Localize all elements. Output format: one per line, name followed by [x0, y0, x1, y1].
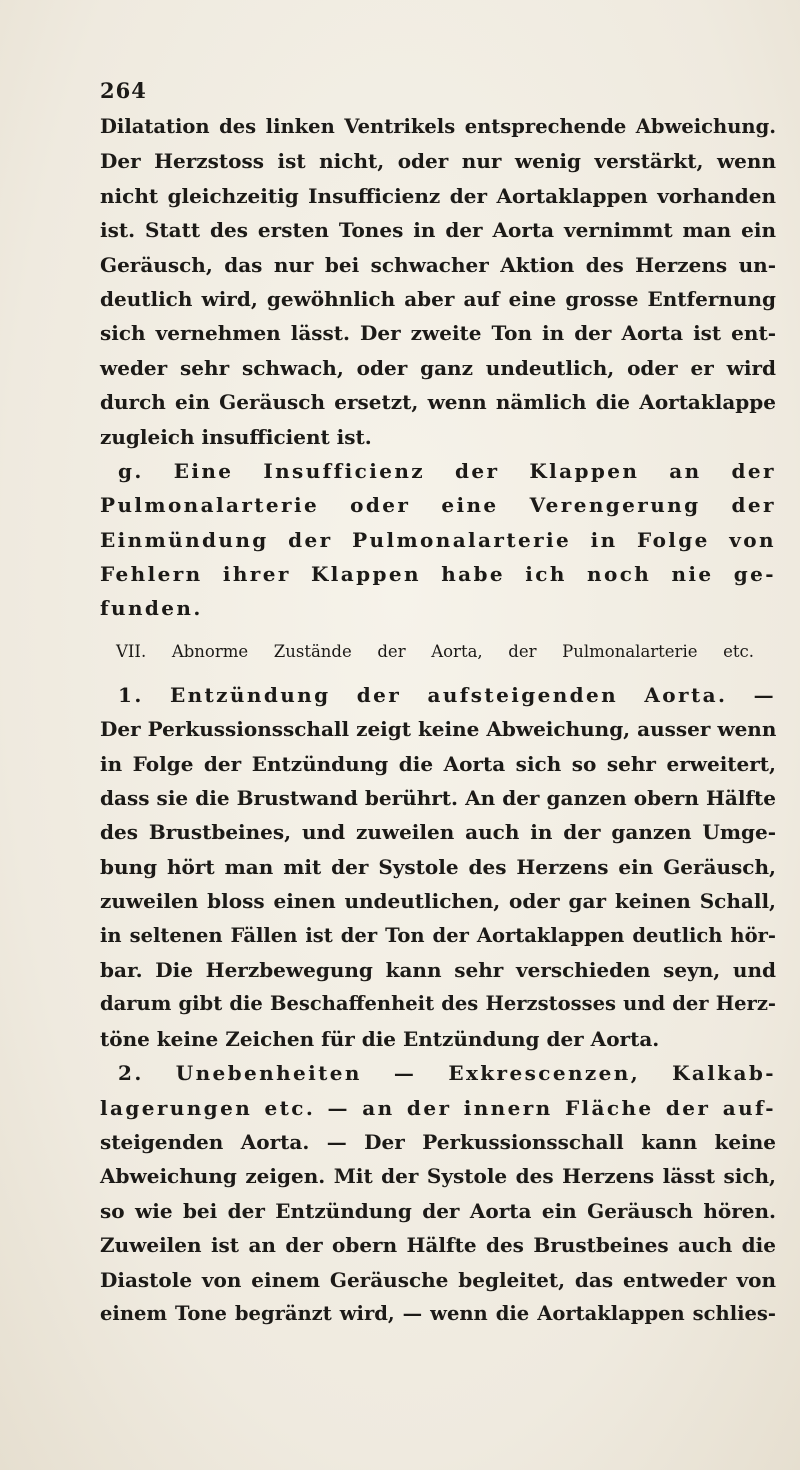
section-g-heading: Einmündung der Pulmonalarterie in Folge von — [100, 527, 776, 552]
text-line: Dilatation des linken Ventrikels entsprechende Abweichung. — [100, 115, 776, 138]
text-line: deutlich wird, gewöhnlich aber auf eine grosse Entfernung — [100, 286, 776, 311]
text-line: zugleich insufficient ist. — [100, 424, 372, 449]
text-line: bar. Die Herzbewegung kann sehr verschieden seyn, und — [100, 957, 776, 982]
text-line: sich vernehmen lässt. Der zweite Ton in der Aorta ist ent- — [100, 321, 776, 346]
text-line: in seltenen Fällen ist der Ton der Aortaklappen deutlich hör- — [100, 923, 776, 947]
section-g-heading: funden. — [100, 596, 203, 621]
text-line: Diastole von einem Geräusche begleitet, das entweder von — [100, 1267, 776, 1292]
text-line: Der Perkussionsschall zeigt keine Abweichung, ausser wenn — [100, 717, 777, 742]
section-g-heading: Fehlern ihrer Klappen habe ich noch nie ge- — [100, 562, 776, 587]
subsection-heading: 1. Entzündung der aufsteigenden Aorta. — — [118, 682, 776, 707]
body-text — [100, 110, 776, 1331]
text-line: bung hört man mit der Systole des Herzens ein Geräusch, — [100, 854, 776, 879]
text-line: ist. Statt des ersten Tones in der Aorta vernimmt man ein — [100, 218, 776, 243]
subsection-heading: 2. Unebenheiten — Exkrescenzen, Kalkab- — [118, 1061, 776, 1086]
section-g-heading: Pulmonalarterie oder eine Verengerung der — [100, 493, 776, 518]
text-line: des Brustbeines, und zuweilen auch in der ganzen Umge- — [100, 820, 776, 845]
text-line: steigenden Aorta. — Der Perkussionsschall kann keine — [100, 1129, 776, 1154]
chapter-heading: VII. Abnorme Zustände der Aorta, der Pulmonalarterie etc. — [116, 641, 754, 661]
text-line: darum gibt die Beschaffenheit des Herzstosses und der Herz- — [100, 992, 776, 1016]
text-line: nicht gleichzeitig Insufficienz der Aortaklappen vorhanden — [100, 183, 776, 208]
text-line: einem Tone begränzt wird, — wenn die Aortaklappen schlies- — [100, 1301, 776, 1325]
text-line: dass sie die Brustwand berührt. An der ganzen obern Hälfte — [100, 786, 776, 811]
text-line: töne keine Zeichen für die Entzündung der Aorta. — [100, 1026, 660, 1051]
text-line: zuweilen bloss einen undeutlichen, oder gar keinen Schall, — [100, 889, 776, 914]
text-line: in Folge der Entzündung die Aorta sich so sehr erweitert, — [100, 751, 776, 776]
text-line: Geräusch, das nur bei schwacher Aktion des Herzens un- — [100, 252, 776, 277]
section-g-heading: g. Eine Insufficienz der Klappen an der — [118, 458, 776, 483]
text-line: Zuweilen ist an der obern Hälfte des Brustbeines auch die — [100, 1233, 776, 1258]
page-number: 264 — [100, 78, 147, 103]
text-line: Der Herzstoss ist nicht, oder nur wenig verstärkt, wenn — [100, 149, 776, 174]
subsection-heading: lagerungen etc. — an der innern Fläche der auf- — [100, 1095, 776, 1120]
text-line: Abweichung zeigen. Mit der Systole des Herzens lässt sich, — [100, 1164, 776, 1189]
text-line: weder sehr schwach, oder ganz undeutlich, oder er wird — [100, 355, 776, 380]
text-line: durch ein Geräusch ersetzt, wenn nämlich die Aortaklappe — [100, 390, 776, 415]
text-line: so wie bei der Entzündung der Aorta ein Geräusch hören. — [100, 1198, 776, 1223]
